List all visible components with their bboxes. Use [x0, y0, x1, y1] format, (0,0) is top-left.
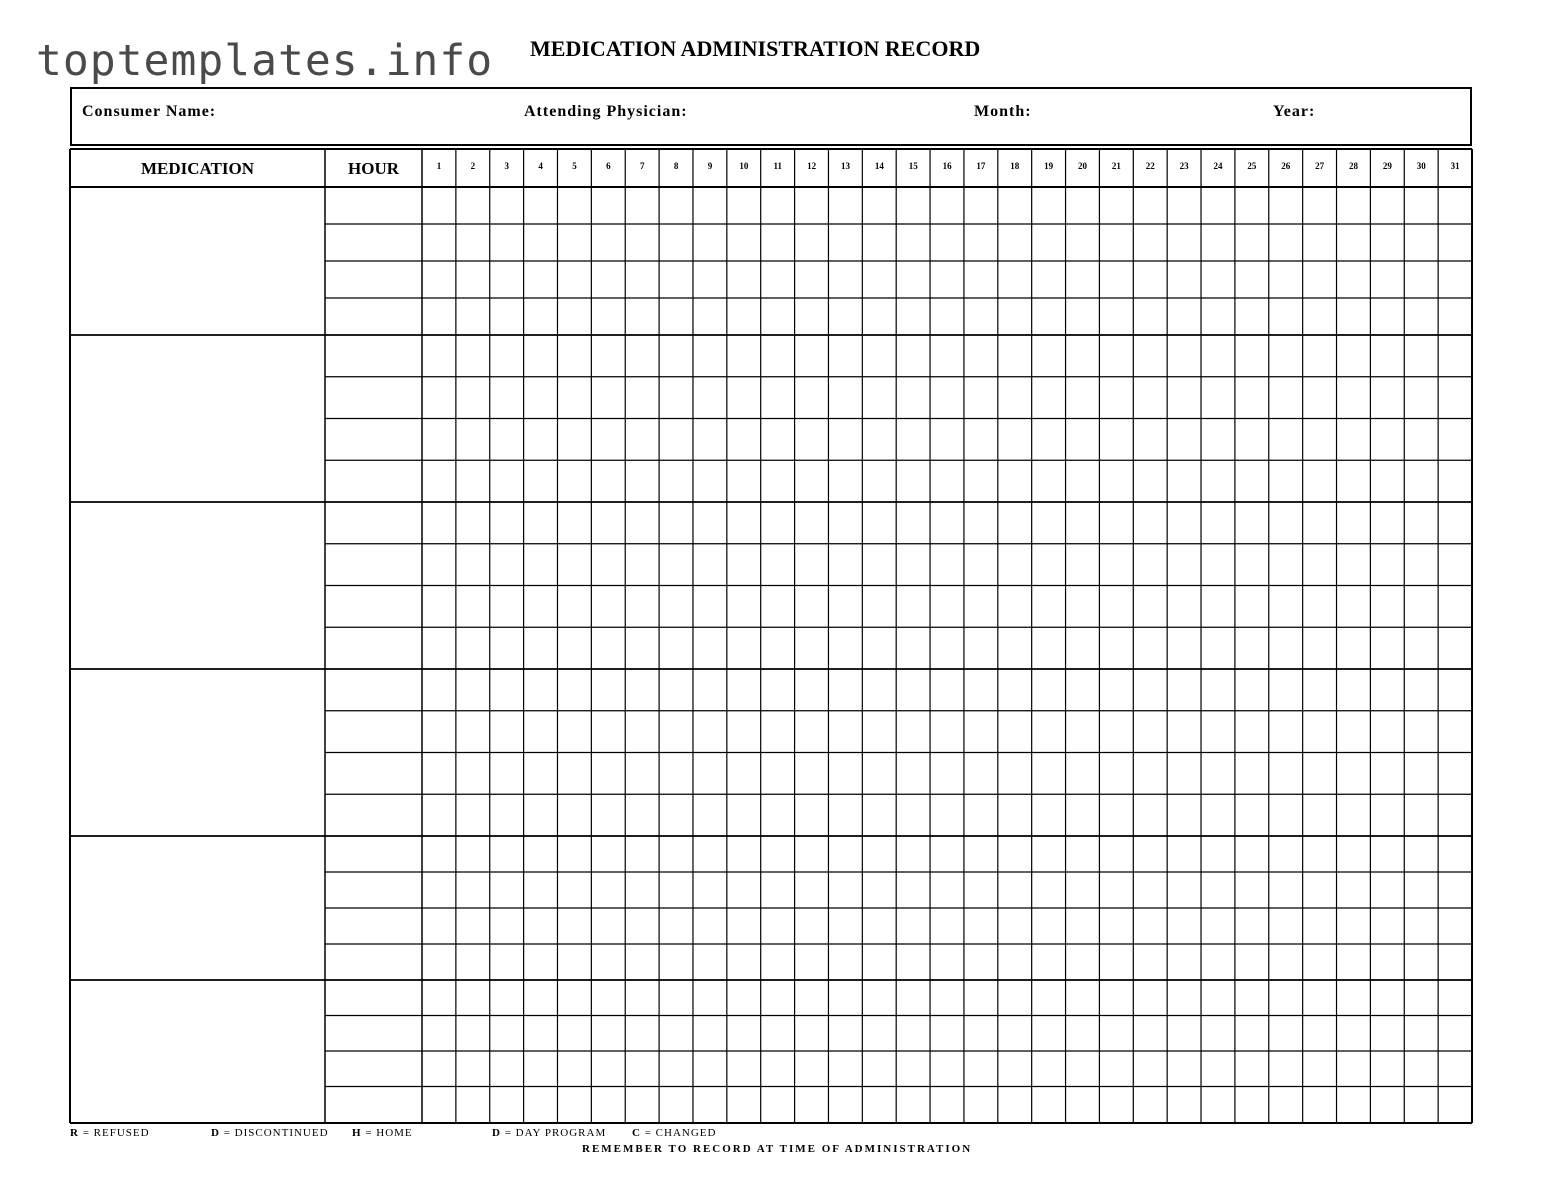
legend-item: D = DISCONTINUED: [211, 1127, 329, 1139]
watermark: toptemplates.info: [36, 36, 494, 86]
day-header-17: 17: [976, 161, 986, 171]
day-header-31: 31: [1450, 161, 1460, 171]
day-header-20: 20: [1078, 161, 1088, 171]
day-header-13: 13: [840, 161, 850, 171]
day-header-10: 10: [739, 161, 749, 171]
consumer-name-label[interactable]: Consumer Name:: [82, 103, 217, 120]
day-header-27: 27: [1315, 161, 1325, 171]
legend-item: R = REFUSED: [70, 1127, 150, 1139]
day-header-12: 12: [807, 161, 817, 171]
day-header-8: 8: [673, 161, 679, 171]
day-header-23: 23: [1179, 161, 1189, 171]
legend-item: C = CHANGED: [632, 1127, 717, 1139]
day-header-15: 15: [908, 161, 918, 171]
day-header-2: 2: [470, 161, 476, 171]
day-header-29: 29: [1382, 161, 1392, 171]
legend-item: H = HOME: [352, 1127, 413, 1139]
day-header-30: 30: [1416, 161, 1426, 171]
day-header-4: 4: [538, 161, 543, 171]
form-title: MEDICATION ADMINISTRATION RECORD: [530, 36, 981, 61]
day-header-18: 18: [1010, 161, 1020, 171]
day-header-3: 3: [504, 161, 509, 171]
attending-physician-label[interactable]: Attending Physician:: [524, 103, 688, 120]
day-header-6: 6: [606, 161, 611, 171]
reminder-text: REMEMBER TO RECORD AT TIME OF ADMINISTRATION: [582, 1143, 973, 1155]
day-header-19: 19: [1044, 161, 1054, 171]
day-header-25: 25: [1247, 161, 1257, 171]
day-header-7: 7: [639, 161, 645, 171]
year-label[interactable]: Year:: [1273, 103, 1316, 120]
day-header-5: 5: [572, 161, 577, 171]
day-header-22: 22: [1145, 161, 1155, 171]
medication-column-header: MEDICATION: [140, 159, 255, 178]
day-header-21: 21: [1111, 161, 1121, 171]
day-header-9: 9: [707, 161, 713, 171]
day-header-26: 26: [1281, 161, 1291, 171]
day-header-28: 28: [1349, 161, 1359, 171]
hour-column-header: HOUR: [348, 159, 399, 178]
day-header-11: 11: [773, 161, 782, 171]
day-header-16: 16: [942, 161, 952, 171]
legend-item: D = DAY PROGRAM: [492, 1127, 607, 1139]
day-header-24: 24: [1213, 161, 1223, 171]
month-label[interactable]: Month:: [974, 103, 1032, 120]
day-header-14: 14: [874, 161, 884, 171]
day-header-1: 1: [436, 161, 442, 171]
